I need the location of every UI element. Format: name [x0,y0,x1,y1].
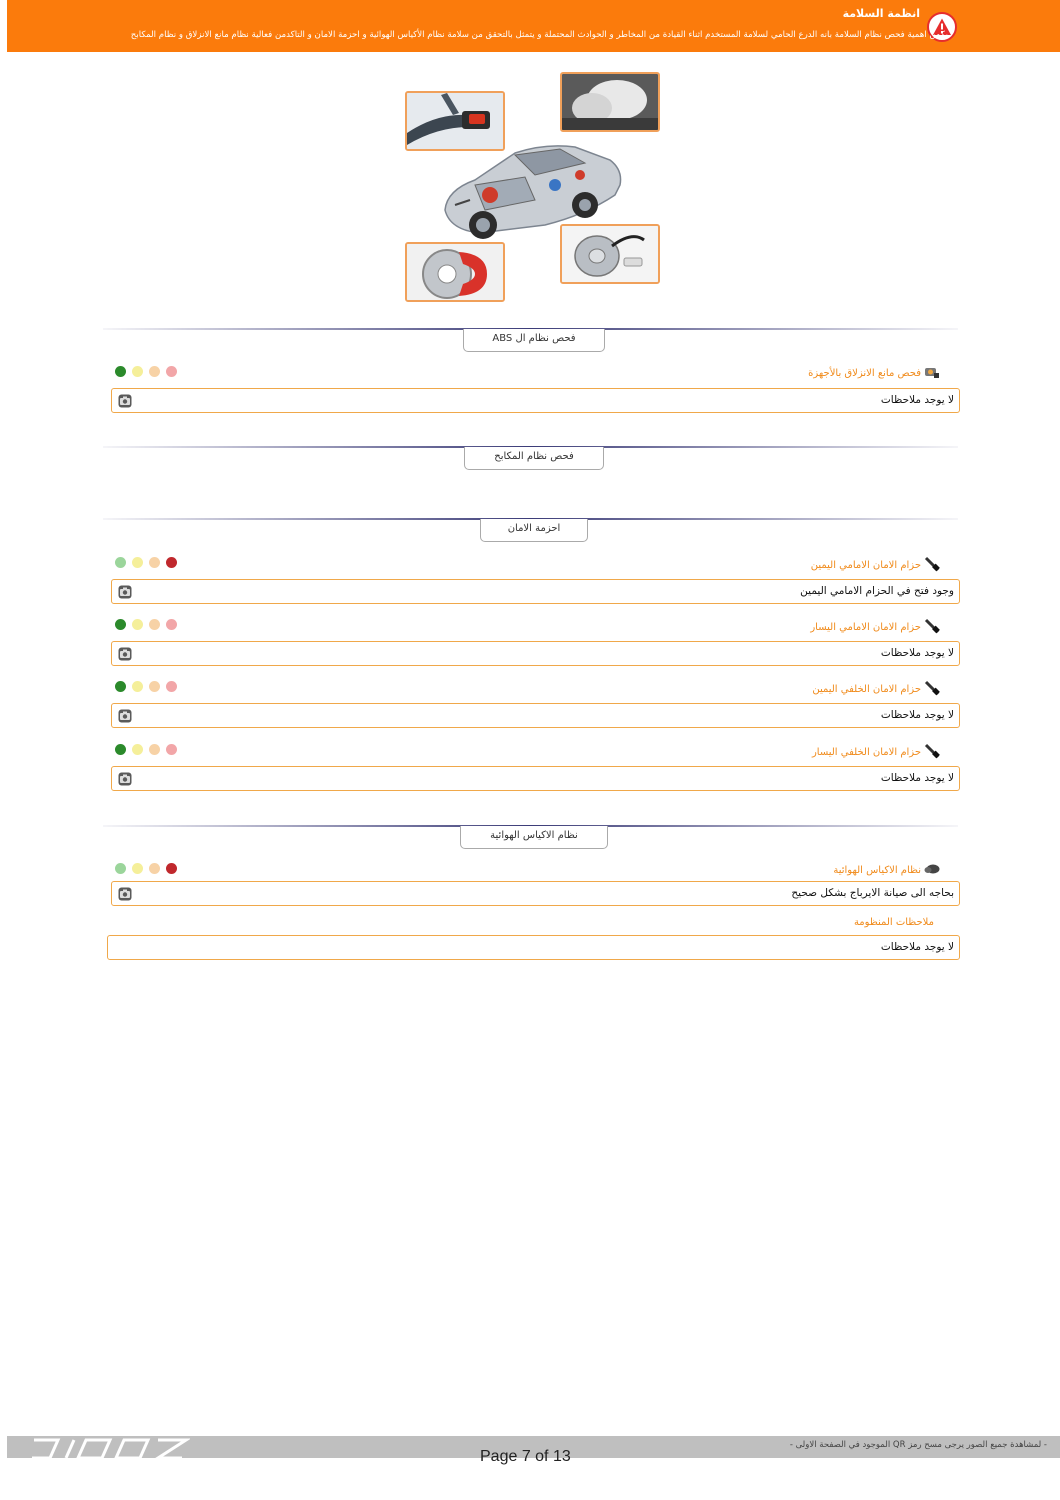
note-row [111,881,960,906]
status-light-yellow [132,744,143,755]
status-light-red [166,681,177,692]
section-title-abs: فحص نظام ال ABS [463,329,605,352]
seatbelt-rear-right-label: حزام الامان الخلفي اليمين [812,684,921,695]
seatbelt-icon [924,680,940,699]
item-note: وجود فتح في الحزام الامامي اليمين [800,585,954,597]
status-indicator [115,681,177,692]
note-row [111,579,960,604]
status-indicator [115,557,177,568]
airbag-item-label: نظام الاكياس الهوائية [833,865,921,876]
status-light-green [115,366,126,377]
camera-icon[interactable] [118,886,132,905]
brake-caliper-photo [405,242,505,302]
check-item-label [808,365,940,382]
status-light-green [115,619,126,630]
item-note: لا يوجد ملاحظات [880,772,954,784]
item-note: بحاجه الى صيانة الايرباج بشكل صحيح [791,887,954,899]
status-light-green [115,557,126,568]
qr-instruction-note: - لمشاهدة جميع الصور يرجى مسح رمز QR الموجود في الصفحة الاولى - [789,1440,1047,1450]
status-indicator [115,366,177,377]
page-number: Page 7 of 13 [480,1448,571,1465]
check-item-label [833,862,940,879]
abs-sensor-photo [560,224,660,284]
abs-item-label: فحص مانع الانزلاق بالأجهزة [808,368,921,379]
status-light-yellow [132,863,143,874]
item-note: لا يوجد ملاحظات [880,394,954,406]
status-light-red [166,744,177,755]
note-row [111,641,960,666]
status-light-orange [149,557,160,568]
status-indicator [115,619,177,630]
seatbelt-front-right-label: حزام الامان الامامي اليمين [810,560,921,571]
safety-systems-header [7,0,1060,52]
camera-icon[interactable] [118,393,132,412]
status-light-green [115,681,126,692]
abs-scanner-icon [924,365,940,382]
status-light-orange [149,681,160,692]
status-light-green [115,863,126,874]
status-light-orange [149,366,160,377]
check-item-label [810,618,940,637]
seatbelt-front-left-label: حزام الامان الامامي اليسار [810,622,921,633]
status-light-yellow [132,681,143,692]
status-light-red [166,863,177,874]
section-title-airbags: نظام الاكياس الهوائية [460,826,608,849]
header-description: يكمن اهمية فحص نظام السلامة بانه الدرع الحامي لسلامة المستخدم اثناء القيادة من المخاطر و الحوادث المحتملة و يتمثل بالتحقق من سلامة نظام الأكياس الهوائية و احزمة الامان و التاكدمن فعالية نظام مانع الانزلاق و نظام المكابح [130,30,948,40]
status-light-red [166,557,177,568]
status-light-red [166,366,177,377]
system-notes-label: ملاحظات المنظومة [853,917,934,928]
check-item-label [811,556,940,575]
seatbelt-icon [924,743,940,762]
status-light-yellow [132,557,143,568]
item-note: لا يوجد ملاحظات [880,647,954,659]
camera-icon[interactable] [118,708,132,727]
check-item-label [812,743,940,762]
status-indicator [115,744,177,755]
status-light-red [166,619,177,630]
seatbelt-icon [924,556,940,575]
status-light-yellow [132,619,143,630]
check-item-label [812,680,940,699]
status-light-green [115,744,126,755]
camera-icon[interactable] [118,646,132,665]
seatbelt-rear-left-label: حزام الامان الخلفي اليسار [811,747,921,758]
status-indicator [115,863,177,874]
safety-illustration [405,70,660,305]
camera-icon[interactable] [118,584,132,603]
status-light-orange [149,619,160,630]
airbag-photo [560,72,660,132]
note-row [111,388,960,413]
section-title-seatbelts: احزمة الامان [480,519,588,542]
system-notes-value: لا يوجد ملاحظات [880,941,954,953]
airbag-icon [924,862,940,879]
note-row [111,703,960,728]
section-title-brakes: فحص نظام المكابح [464,447,604,470]
item-note: لا يوجد ملاحظات [880,709,954,721]
system-notes-box [107,935,960,960]
note-row [111,766,960,791]
status-light-orange [149,863,160,874]
seatbelt-icon [924,618,940,637]
header-title: انظمة السلامة [842,7,920,20]
status-light-orange [149,744,160,755]
status-light-yellow [132,366,143,377]
company-logo [30,1438,190,1464]
camera-icon[interactable] [118,771,132,790]
